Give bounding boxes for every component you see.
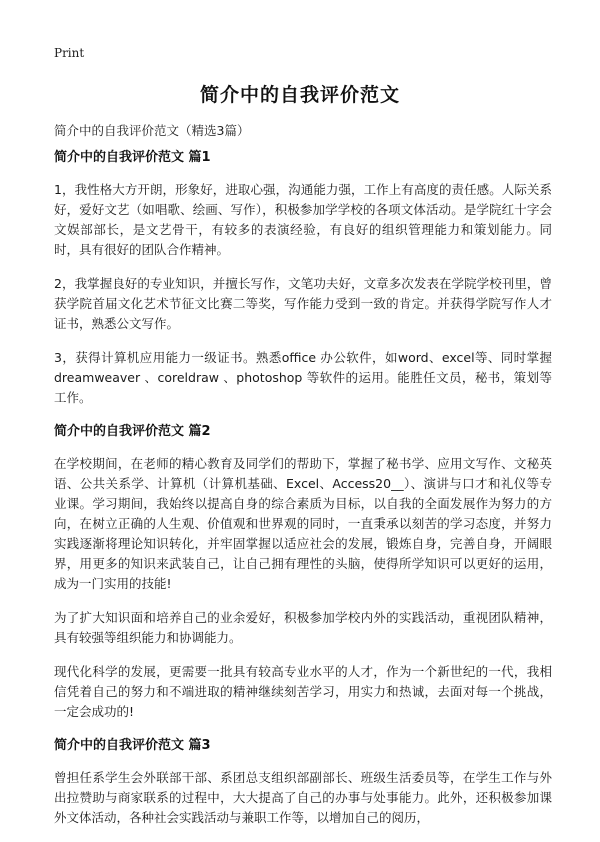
section-2 [54,422,552,722]
section-1 [54,148,552,408]
paragraph: 现代化科学的发展，更需要一批具有较高专业水平的人才，作为一个新世纪的一代，我相信凭着自己的努力和不端进取的精神继续刻苦学习，用实力和热诚，去面对每一个挑战，一定会成功的! [54,664,552,719]
section-heading: 简介中的自我评价范文 篇1 [54,150,211,165]
page-title: 简介中的自我评价范文 [199,84,400,106]
section-heading: 简介中的自我评价范文 篇2 [54,424,211,439]
paragraph: 1，我性格大方开朗，形象好，进取心强，沟通能力强，工作上有高度的责任感。人际关系好，爱好文艺（如唱歌、绘画、写作），积极参加学学校的各项文体活动。是学院红十字会文娱部部长，是文艺骨干，有较多的表演经验，有良好的组织管理能力和策划能力。同时，具有很好的团队合作精神。 [54,182,552,257]
paragraph: 2，我掌握良好的专业知识，并擅长写作，文笔功夫好，文章多次发表在学院学校刊里，曾获学院首届文化艺术节征文比赛二等奖，写作能力受到一致的肯定。并获得学院写作人才证书，熟悉公文写作。 [54,276,552,331]
paragraph: 3，获得计算机应用能力一级证书。熟悉office 办公软件，如word、excel等、同时掌握dreamweaver 、coreldraw 、photoshop 等软件的运用。能胜任文员，秘书，策划等工作。 [54,350,552,405]
subtitle: 简介中的自我评价范文（精选3篇） [54,123,250,138]
article-body [54,148,552,842]
paragraph: 曾担任系学生会外联部干部、系团总支组织部副部长、班级生活委员等，在学生工作与外出拉赞助与商家联系的过程中，大大提高了自己的办事与处事能力。此外，还积极参加课外文体活动，各种社会实践活动与兼职工作等，以增加自己的阅历， [54,770,552,825]
print-link[interactable]: Print [54,46,85,60]
section-heading: 简介中的自我评价范文 篇3 [54,738,211,753]
paragraph: 在学校期间，在老师的精心教育及同学们的帮助下，掌握了秘书学、应用文写作、文秘英语、公共关系学、计算机（计算机基础、Excel、Access20__）、演讲与口才和礼仪等专业课。学习期间，我始终以提高自身的综合素质为目标，以自我的全面发展作为努力的方向，在树立正确的人生观、价值观和世界观的同时，一直秉承以刻苦的学习态度，并努力实践逐渐将理论知识转化，并牢固掌握以适应社会的发展，锻炼自身，完善自身，开阔眼界，用更多的知识来武装自己，让自己拥有理性的头脑，使得所学知识可以更好的运用，成为一门实用的技能! [54,456,552,591]
paragraph: 为了扩大知识面和培养自己的业余爱好，积极参加学校内外的实践活动，重视团队精神，具有较强等组织能力和协调能力。 [54,610,552,645]
section-3 [54,736,552,828]
